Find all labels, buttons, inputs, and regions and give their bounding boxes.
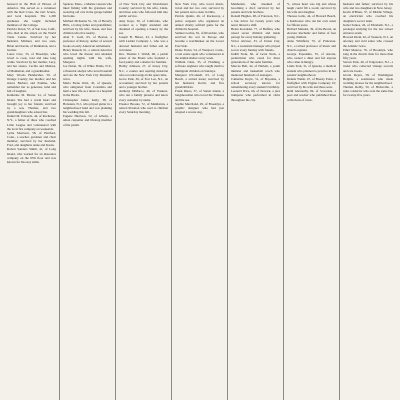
paragraph: Bobby Johnson, 27, of Jersey City, N.J., a courier and aspiring musician who recorded songs in his spare time. [119,64,168,77]
paragraph: Ronald Hughes, 48, of Paterson, N.J., a bus driver for twenty years who never missed a shift. [231,14,280,27]
paragraph: Linda Tran, 31, of Queens, a medical student who planned to practice in her parents' neighborhood. [287,64,336,77]
paragraph: Helen Kowalski, 77, of Buffalo, who raised seven children and made pierogi for every holiday gathering. [231,26,280,40]
paragraph: Eugene Harrison, 52, of Albany, a union carpenter and lifelong member of his parish. [63,114,112,127]
column-5 [228,0,284,400]
paragraph: Rev. Thomas J. Walsh, 68, a parish priest of the Bronx who founded a food pantry and a shelter for families. [119,51,168,65]
paragraph: Henry Russell, 61, a retired detective who loved the theater and attended opening nights with his wife, Margaret. [63,47,112,65]
paragraph: Frank Rizzo, 57, of Staten Island, a longshoreman who loved the Yankees and the sea. [175,89,224,102]
paragraph: Y., whose heart was big and whose laugh could fill a room; survived by his wife and daughter. [287,2,336,15]
paragraph: Marcus Bell, 42, of Harlem, a youth minister and basketball coach who mentored hundreds of teenagers. [231,64,280,77]
column-7 [340,0,396,400]
column-2 [60,0,116,400]
paragraph: Lydia Morrison, 58, of Hartford, Conn., a teacher, gardener and choir member; survived by her husband, Fred, and daughters Anne and Karen. [7,130,56,148]
paragraph: Mary Woods Hendershot, 59, of Orange County; her mother; and her sisters Barbara and Pauline, who remember her as generous, kind and full of laughter. [7,72,56,94]
paragraph: Victor Alvarez, 33, of Union City, N.J., a restaurant manager who played soccer every Sunday with friends. [231,39,280,52]
paragraph: Gloria Reyes, 58, of Washington Heights, a seamstress who made wedding dresses for the neighborhood. [343,72,393,85]
paragraph: Eleanor Brooks, 72, of Manhattan, a retired librarian who read to children every Saturday morning. [119,101,168,115]
paragraph: Joseph B. Heiser, 43, a firefighter with Ladder Company 1, who was a devoted husband and father and an avid skier. [119,35,168,52]
paragraph: Kevin O'Brien, 37, of Middle Village, an electrician who coached his daughter's soccer team. [343,10,393,23]
paragraph: Samuel Levine, 81, of Riverdale, who survived the war in Europe and became a watchmaker on the Lower East Side. [175,31,224,48]
paragraph: Laura Cruz, 33, of Brooklyn, who loved to cook, read and take long walks. Survived by her mother, Lucy, and her sisters, Cecilia and Melissa, of Manhattan, and a grandmother. [7,51,56,73]
paragraph: Dennis Walsh, 47, of Breezy Point, a firefighter with Engine Company 10; survived by his wife and three sons. [287,76,336,90]
paragraph: Steven Park, 40, of Edgewater, N.J., a trader who collected vintage records and rare books. [343,60,393,73]
column-1 [4,0,60,400]
paragraph: Anthony DiMarco, 49, of Yonkers, who ran a family pizzeria and knew every customer by name. [119,89,168,102]
paragraph: Diane Foster, 54, of Westport, Conn., a real estate agent who volunteered at the animal shelter every week. [175,47,224,61]
paragraph: husband and father; survived by his wife and two daughters in New Jersey. [343,2,393,11]
paragraph: Christopher James Kelly, 38, of Hoboken, N.J., who played guitar in a neighborhood band and was planning his wedding this fall. [63,97,112,115]
paragraph: Margaret O'Connell, 63, of Long Beach, a retired nurse; survived by her husband, Kevin, and five grandchildren. [175,72,224,90]
paragraph: Catherine Doyle, 51, of Bayonne, a school secretary known for remembering every student's birthday. [231,76,280,90]
paragraph: Alan T. Gold, 63, of Boston, a professor of history, author of several books on early American settlements. [63,35,112,48]
paragraph: Richard Mendez, 39, of the Bronx, an elevator mechanic and father of four young children. [287,26,336,40]
paragraph: Spencer, Mass., a Marine veteran who liked fishing with his grandson and restoring old cars in the garage behind his home. [63,2,112,19]
paragraph: Sophie Marchand, 29, of Brooklyn, a graphic designer who had just adopted a rescue dog. [175,101,224,115]
paragraph: Theresa Gallo, 44, of Howard Beach, a hairdresser who ran her own salon for fifteen years. [287,14,336,27]
paragraph: Leonard Price, 66, of Newark, a jazz trumpeter who performed in clubs throughout the city. [231,89,280,102]
paragraph: Ruth Abernathy, 84, of Scarsdale, a poet and teacher who published three collections of verse. [287,89,336,102]
paragraph: Isabel Santos, 26, of Elizabeth, N.J., a paralegal studying for the law school entrance exam. [343,22,393,36]
paragraph: Ethel Monroe, 79, of Brooklyn, who sang in the church choir for more than fifty years. [343,47,393,61]
column-4 [172,0,228,400]
paragraph: Anne Whitfield, 70, of Princeton, N.J., a retired professor of music and church organist. [287,39,336,52]
paragraph: Maria Elena Ortiz, 45, of Queens, who emigrated from Colombia and built a new life as a nurse at a hospital in the Bronx. [63,80,112,98]
paragraph: Patrick Quinn, 46, of Rockaway, a police sergeant who organized an annual charity softball game for the children's hospital. [175,14,224,31]
paragraph: Howard Klein, 62, of Teaneck, N.J., an attorney and avid sailor who crossed the Atlantic twice. [343,35,393,48]
paragraph: Katherine M. Baxter, 61, of Staten Island. She had a warm heart and brought joy to her friends; survived by a son, Thomas, and two granddaughters who adored her. [7,93,56,115]
paragraph: New York City, who loved music, travel and her two cats; survived by her parents and a sister in Ohio. [175,2,224,15]
paragraph: Judith Stein, 60, of Great Neck, a pediatrician who cared for three generations of the same families. [231,51,280,65]
text-columns [4,0,396,400]
paragraph: Michael McKenna Sr., 59, of Beverly Hills, a loving father and grandfather; survived by his wife, Susan, and four children who live nearby. [63,18,112,36]
paragraph: Grace Park, 36, of Fort Lee, N.J., an accountant; survived by her parents and a younger brother. [119,76,168,90]
paragraph: Patricia Dowd, 57, of San Jose, Calif., who died in the attack on the World Trade Center. Survived by her husband, Michael, and two sons, Brian and Kevin, of Manhattan, and a brother. [7,26,56,52]
paragraph: William Chen, 35, of Flushing, a software engineer who taught math to immigrant children on Sundays. [175,60,224,73]
paragraph: Manhattan, who dreamed of becoming a chef; survived by her parents and twin brothers. [231,2,280,15]
paragraph: Daniel M. Edwards, 44, of Rochester, N.Y., a father of three who coached Little League and volunteered with the local fire company on weekends. [7,114,56,131]
column-3 [116,0,172,400]
paragraph: Joe Nolan, 39, of White Plains, N.Y., a financial analyst who loved baseball and ran the New York City Marathon twice. [63,64,112,81]
paragraph: Robert Sanders Smith, 41, of Long Island, who worked for an insurance company on the 97th floor and was known for his easy smile. [7,147,56,164]
paragraph: honored in the Hall of Heroes of America. She served as a volunteer with the Red Cross, the Girl Scouts, and local hospitals. The 1,200 graduates she taught included members of the College. [7,2,56,27]
paragraph: George Papadakis, 55, of Astoria, who owned a diner and fed anyone who came in hungry. [287,51,336,65]
paragraph: Amy Kaye, 30, of California, who worked as a flight attendant and dreamed of opening a bakery by the sea. [119,18,168,36]
paragraph: Thomas Reilly, 50, of Hicksville, a train conductor who rode the same line for twenty-five years. [343,85,393,98]
paragraph: of New York City and Westchester County; survived by his wife, Linda, and three sons who followed him into public service. [119,2,168,19]
column-6 [284,0,340,400]
